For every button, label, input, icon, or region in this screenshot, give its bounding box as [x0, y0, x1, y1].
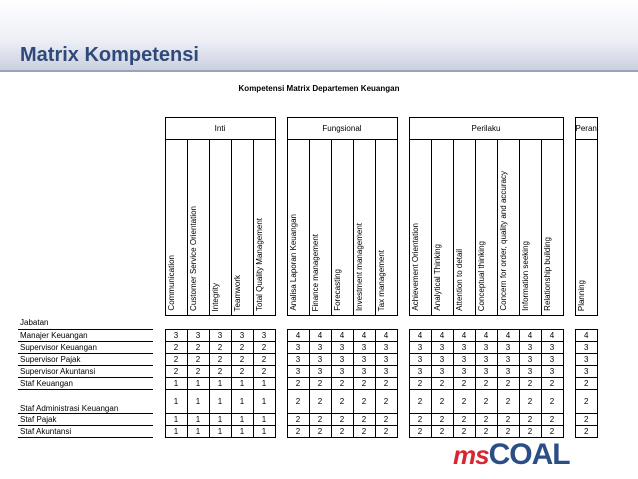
score-cell: 2: [231, 366, 253, 378]
column-header-label: Finance management: [310, 233, 320, 311]
score-cell: 1: [231, 378, 253, 390]
column-header: [309, 140, 331, 316]
score-cell: 1: [165, 426, 187, 438]
score-cell: 3: [497, 342, 519, 354]
jabatan-label: Jabatan: [20, 317, 49, 327]
score-cell: 3: [331, 342, 353, 354]
score-cell: 2: [209, 354, 231, 366]
spacer-cell: [397, 378, 409, 390]
score-cell: 2: [287, 390, 309, 414]
spacer-cell: [397, 330, 409, 342]
column-header-label: Total Quality Management: [254, 218, 264, 311]
score-cell: 2: [453, 390, 475, 414]
score-cell: 3: [375, 354, 397, 366]
column-header: [409, 140, 431, 316]
spacer-cell: [563, 354, 575, 366]
score-cell: 2: [519, 378, 541, 390]
score-cell: 4: [409, 330, 431, 342]
score-cell: 2: [187, 342, 209, 354]
score-cell: 2: [375, 378, 397, 390]
score-cell: 3: [431, 366, 453, 378]
score-cell: 3: [475, 342, 497, 354]
row-label: Staf Administrasi Keuangan: [18, 390, 153, 414]
score-cell: 3: [409, 342, 431, 354]
score-cell: 4: [375, 330, 397, 342]
score-cell: 2: [497, 414, 519, 426]
spacer-cell: [397, 342, 409, 354]
spacer-cell: [563, 426, 575, 438]
spacer-cell: [153, 140, 165, 316]
score-cell: 2: [541, 390, 563, 414]
score-cell: 2: [453, 378, 475, 390]
score-cell: 2: [375, 426, 397, 438]
spacer-cell: [563, 378, 575, 390]
score-cell: 2: [209, 366, 231, 378]
column-header: [187, 140, 209, 316]
score-cell: 3: [475, 354, 497, 366]
score-cell: 2: [165, 342, 187, 354]
row-label: Supervisor Keuangan: [18, 342, 153, 354]
score-cell: 2: [253, 342, 275, 354]
score-cell: 2: [453, 414, 475, 426]
score-cell: 3: [187, 330, 209, 342]
score-cell: 1: [165, 378, 187, 390]
score-cell: 2: [331, 390, 353, 414]
score-cell: 2: [309, 426, 331, 438]
score-cell: 2: [541, 378, 563, 390]
score-cell: 1: [187, 390, 209, 414]
spacer-cell: [153, 414, 165, 426]
score-cell: 2: [375, 390, 397, 414]
spacer-cell: [563, 118, 575, 140]
score-cell: 2: [231, 342, 253, 354]
column-header-label: Achievement Orientation: [410, 223, 420, 311]
score-cell: 2: [519, 414, 541, 426]
score-cell: 3: [541, 366, 563, 378]
column-header: [375, 140, 397, 316]
score-cell: 4: [575, 330, 597, 342]
score-cell: 2: [475, 390, 497, 414]
score-cell: 3: [309, 342, 331, 354]
spacer-cell: [153, 118, 165, 140]
spacer-cell: [397, 426, 409, 438]
column-header-label: Concern for order, quality and accuracy: [498, 171, 508, 311]
row-label: Staf Keuangan: [18, 378, 153, 390]
score-cell: 3: [575, 366, 597, 378]
spacer-cell: [397, 354, 409, 366]
score-cell: 2: [287, 426, 309, 438]
score-cell: 2: [409, 426, 431, 438]
group-header-row: [18, 118, 597, 140]
column-header: [231, 140, 253, 316]
score-cell: 3: [453, 342, 475, 354]
table-row: [18, 354, 597, 366]
score-cell: 2: [331, 414, 353, 426]
score-cell: 3: [375, 342, 397, 354]
score-cell: 2: [231, 354, 253, 366]
spacer-cell: [397, 118, 409, 140]
score-cell: 3: [287, 342, 309, 354]
spacer-cell: [153, 354, 165, 366]
score-cell: 3: [409, 354, 431, 366]
column-header-label: Customer Service Orientation: [188, 206, 198, 311]
score-cell: 2: [431, 378, 453, 390]
score-cell: 4: [287, 330, 309, 342]
score-cell: 1: [209, 390, 231, 414]
group-header-perilaku: Perilaku: [409, 118, 563, 140]
score-cell: 2: [475, 414, 497, 426]
mscoal-logo: [453, 438, 570, 472]
page-title: Matrix Kompetensi: [20, 44, 199, 66]
score-cell: 3: [453, 366, 475, 378]
score-cell: 3: [353, 342, 375, 354]
score-cell: 3: [331, 366, 353, 378]
row-label: Supervisor Akuntansi: [18, 366, 153, 378]
column-header: [519, 140, 541, 316]
corner-cell: [18, 118, 153, 140]
score-cell: 3: [519, 366, 541, 378]
column-header: [353, 140, 375, 316]
spacer-cell: [275, 342, 287, 354]
column-header-label: Analisa Laporan Keuangan: [288, 214, 298, 311]
title-divider: [0, 70, 638, 72]
score-cell: 2: [497, 426, 519, 438]
score-cell: 3: [475, 366, 497, 378]
spacer-cell: [397, 390, 409, 414]
score-cell: 3: [409, 366, 431, 378]
table-row: [18, 342, 597, 354]
score-cell: 2: [541, 426, 563, 438]
column-header-label: Tax management: [376, 249, 386, 311]
score-cell: 2: [309, 414, 331, 426]
score-cell: 1: [253, 378, 275, 390]
column-header: [475, 140, 497, 316]
column-header: [541, 140, 563, 316]
column-header-label: Integrity: [210, 282, 220, 311]
table-row: [18, 378, 597, 390]
score-cell: 1: [165, 414, 187, 426]
jabatan-row: [18, 316, 597, 330]
score-cell: 4: [453, 330, 475, 342]
column-header: [431, 140, 453, 316]
logo-ms-text: ms: [453, 440, 489, 470]
column-header-label: Communication: [166, 255, 176, 311]
group-header-peran: Peran: [575, 118, 597, 140]
score-cell: 3: [309, 366, 331, 378]
spacer-cell: [153, 366, 165, 378]
score-cell: 2: [431, 426, 453, 438]
score-cell: 2: [497, 390, 519, 414]
score-cell: 4: [431, 330, 453, 342]
score-cell: 2: [209, 342, 231, 354]
score-cell: 3: [541, 342, 563, 354]
column-header-label: Information seeking: [520, 241, 530, 311]
score-cell: 2: [575, 426, 597, 438]
score-cell: 2: [453, 426, 475, 438]
spacer-cell: [275, 426, 287, 438]
row-label: Staf Pajak: [18, 414, 153, 426]
column-header-label: Conceptual thinking: [476, 240, 486, 311]
spacer-cell: [275, 140, 287, 316]
score-cell: 1: [187, 378, 209, 390]
score-cell: 3: [287, 354, 309, 366]
score-cell: 1: [209, 414, 231, 426]
spacer-cell: [153, 426, 165, 438]
competency-matrix: [18, 117, 598, 438]
spacer-cell: [397, 414, 409, 426]
spacer-cell: [275, 366, 287, 378]
score-cell: 2: [309, 378, 331, 390]
score-cell: 3: [309, 354, 331, 366]
score-cell: 3: [209, 330, 231, 342]
table-row: [18, 426, 597, 438]
score-cell: 3: [575, 342, 597, 354]
score-cell: 3: [253, 330, 275, 342]
score-cell: 3: [497, 354, 519, 366]
score-cell: 1: [231, 390, 253, 414]
score-cell: 2: [541, 414, 563, 426]
score-cell: 2: [475, 426, 497, 438]
column-header-label: Teamwork: [232, 274, 242, 311]
score-cell: 2: [253, 354, 275, 366]
score-cell: 2: [409, 414, 431, 426]
score-cell: 2: [309, 390, 331, 414]
score-cell: 3: [541, 354, 563, 366]
column-header: [165, 140, 187, 316]
score-cell: 3: [331, 354, 353, 366]
score-cell: 3: [375, 366, 397, 378]
logo-coal-text: COAL: [488, 438, 570, 471]
score-cell: 2: [575, 390, 597, 414]
score-cell: 2: [187, 354, 209, 366]
spacer-cell: [563, 414, 575, 426]
column-header: [331, 140, 353, 316]
score-cell: 4: [497, 330, 519, 342]
score-cell: 1: [231, 414, 253, 426]
score-cell: 3: [287, 366, 309, 378]
score-cell: 2: [519, 390, 541, 414]
spacer-cell: [563, 140, 575, 316]
score-cell: 1: [187, 414, 209, 426]
spacer-cell: [275, 390, 287, 414]
score-cell: 3: [453, 354, 475, 366]
column-header-label: Relationship building: [542, 237, 552, 311]
column-header: [287, 140, 309, 316]
score-cell: 2: [287, 414, 309, 426]
score-cell: 3: [519, 342, 541, 354]
matrix-subtitle: Kompetensi Matrix Departemen Keuangan: [238, 84, 400, 93]
column-header: [253, 140, 275, 316]
score-cell: 3: [431, 342, 453, 354]
score-cell: 2: [431, 390, 453, 414]
score-cell: 4: [541, 330, 563, 342]
column-header: [575, 140, 597, 316]
score-cell: 3: [519, 354, 541, 366]
score-cell: 2: [353, 426, 375, 438]
score-cell: 3: [353, 366, 375, 378]
score-cell: 2: [331, 378, 353, 390]
column-header-label: Investment management: [354, 222, 364, 311]
score-cell: 4: [475, 330, 497, 342]
spacer-cell: [563, 366, 575, 378]
table-row: [18, 414, 597, 426]
group-header-fungsional: Fungsional: [287, 118, 397, 140]
column-header: [453, 140, 475, 316]
score-cell: 2: [165, 354, 187, 366]
spacer-cell: [275, 414, 287, 426]
spacer-cell: [153, 342, 165, 354]
score-cell: 2: [287, 378, 309, 390]
score-cell: 2: [375, 414, 397, 426]
score-cell: 2: [575, 378, 597, 390]
row-label: Supervisor Pajak: [18, 354, 153, 366]
spacer-cell: [563, 390, 575, 414]
table-row: [18, 390, 597, 414]
column-header-label: Attention to detail: [454, 249, 464, 311]
column-header-label: Planning: [576, 279, 586, 311]
score-cell: 1: [253, 390, 275, 414]
table-row: [18, 330, 597, 342]
score-cell: 1: [231, 426, 253, 438]
score-cell: 1: [209, 378, 231, 390]
score-cell: 2: [409, 390, 431, 414]
score-cell: 2: [409, 378, 431, 390]
score-cell: 1: [253, 426, 275, 438]
spacer-cell: [397, 366, 409, 378]
score-cell: 4: [331, 330, 353, 342]
column-header: [209, 140, 231, 316]
spacer-cell: [153, 330, 165, 342]
score-cell: 3: [231, 330, 253, 342]
score-cell: 2: [575, 414, 597, 426]
spacer-cell: [397, 140, 409, 316]
score-cell: 2: [519, 426, 541, 438]
spacer-cell: [275, 354, 287, 366]
column-header-label: Analytical Thinking: [432, 244, 442, 311]
score-cell: 1: [209, 426, 231, 438]
score-cell: 3: [575, 354, 597, 366]
score-cell: 2: [475, 378, 497, 390]
group-header-inti: Inti: [165, 118, 275, 140]
column-header: [497, 140, 519, 316]
score-cell: 3: [165, 330, 187, 342]
spacer-cell: [275, 118, 287, 140]
score-cell: 3: [353, 354, 375, 366]
score-cell: 2: [253, 366, 275, 378]
spacer-cell: [563, 342, 575, 354]
spacer-cell: [153, 378, 165, 390]
score-cell: 4: [353, 330, 375, 342]
corner-cell: [18, 140, 153, 316]
score-cell: 1: [253, 414, 275, 426]
column-header-label: Forecasting: [332, 269, 342, 311]
score-cell: 1: [187, 426, 209, 438]
score-cell: 1: [165, 390, 187, 414]
row-label: Staf Akuntansi: [18, 426, 153, 438]
score-cell: 2: [353, 378, 375, 390]
score-cell: 2: [497, 378, 519, 390]
score-cell: 2: [165, 366, 187, 378]
spacer-cell: [275, 378, 287, 390]
score-cell: 2: [331, 426, 353, 438]
score-cell: 2: [431, 414, 453, 426]
score-cell: 2: [353, 390, 375, 414]
spacer-cell: [563, 330, 575, 342]
score-cell: 2: [353, 414, 375, 426]
score-cell: 4: [519, 330, 541, 342]
score-cell: 2: [187, 366, 209, 378]
table-row: [18, 366, 597, 378]
spacer-cell: [153, 390, 165, 414]
score-cell: 3: [431, 354, 453, 366]
column-header-row: [18, 140, 597, 316]
row-label: Manajer Keuangan: [18, 330, 153, 342]
spacer-cell: [275, 330, 287, 342]
score-cell: 4: [309, 330, 331, 342]
score-cell: 3: [497, 366, 519, 378]
